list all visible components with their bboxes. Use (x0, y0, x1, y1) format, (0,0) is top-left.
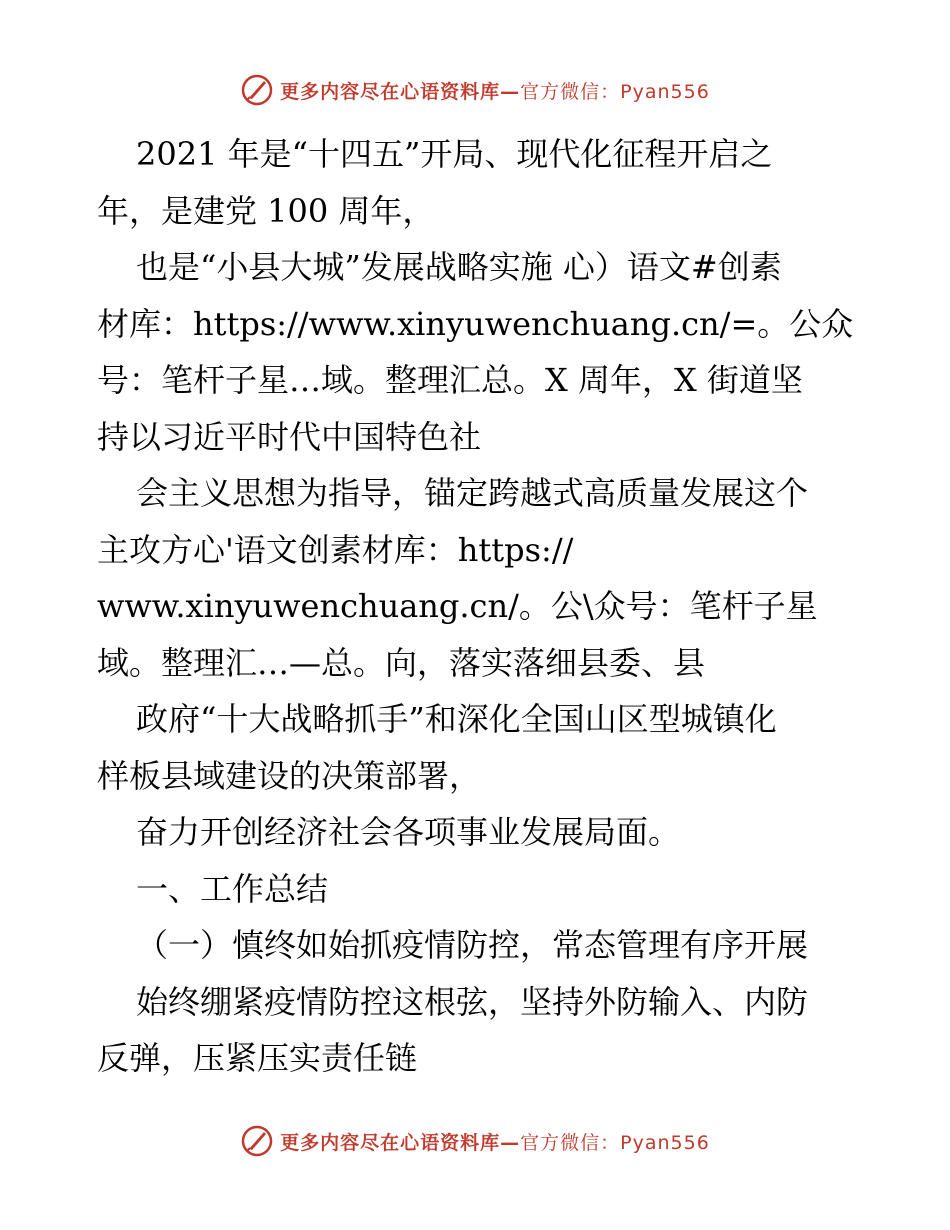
feather-pen-icon (240, 1124, 274, 1158)
text-line-10: 域。整理汇…—总。向，落实落细县委、县 (97, 643, 706, 682)
text-line-1: 2021 年是“十四五”开局、现代化征程开启之 (136, 135, 773, 173)
text-line-11: 政府“十大战略抓手”和深化全国山区型城镇化 (136, 700, 777, 738)
text-line-12: 样板县域建设的决策部署， (97, 756, 482, 795)
text-line-9: www.xinyuwenchuang.cn/。公\众号：笔杆子星 (97, 587, 818, 625)
text-line-2: 年，是建党 100 周年， (97, 191, 435, 230)
text-line-3: 也是“小县大城”发展战略实施 心）语文#创素 (136, 248, 782, 286)
document-body (97, 126, 857, 1087)
text-line-5: 号：笔杆子星…域。整理汇总。X 周年，X 街道坚 (97, 361, 803, 399)
section-heading: 一、工作总结 (136, 869, 329, 908)
banner-main-text: 更多内容尽在心语资料库 (280, 1131, 501, 1154)
text-line-4: 材库：https://www.xinyuwenchuang.cn/=。公众 (97, 304, 854, 343)
banner-wechat-text: 官方微信：Pyan556 (520, 1131, 710, 1154)
text-line-6: 持以习近平时代中国特色社 (97, 417, 482, 456)
feather-pen-icon (240, 73, 274, 107)
banner-main-text: 更多内容尽在心语资料库 (280, 80, 501, 103)
text-line-16: 始终绷紧疫情防控这根弦，坚持外防输入、内防 (136, 982, 809, 1021)
banner-separator: — (500, 1131, 521, 1154)
text-line-13: 奋力开创经济社会各项事业发展局面。 (136, 813, 681, 851)
footer-watermark-banner (0, 1121, 950, 1161)
text-line-8: 主攻方心'语文创素材库：https:// (97, 530, 574, 569)
header-watermark-banner (0, 70, 950, 110)
text-line-7: 会主义思想为指导，锚定跨越式高质量发展这个 (136, 474, 809, 512)
subsection-heading: （一）慎终如始抓疫情防控，常态管理有序开展 (136, 926, 809, 964)
text-line-17: 反弹，压紧压实责任链 (97, 1039, 418, 1077)
banner-separator: — (500, 80, 521, 103)
banner-wechat-text: 官方微信：Pyan556 (520, 80, 710, 103)
